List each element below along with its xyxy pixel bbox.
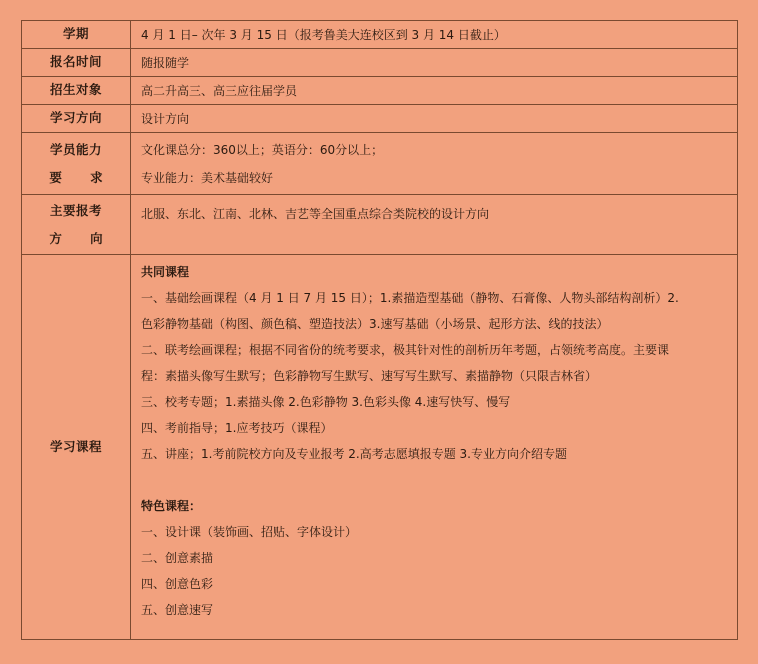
section-spacer	[141, 467, 729, 493]
target-value	[131, 195, 738, 255]
table-row-registration	[22, 49, 738, 77]
ability-label	[22, 133, 131, 195]
common-course-line: 色彩静物基础（构图、颜色稿、塑造技法）3.速写基础（小场景、起形方法、线的技法）	[141, 317, 609, 331]
target-label	[22, 195, 131, 255]
row-label: 招生对象	[22, 77, 131, 105]
common-course-line: 三、校考专题；1.素描头像 2.色彩静物 3.色彩头像 4.速写快写、慢写	[141, 395, 511, 409]
table-row-direction	[22, 105, 738, 133]
target-value-text: 北服、东北、江南、北林、吉艺等全国重点综合类院校的设计方向	[141, 207, 490, 221]
special-course-line: 五、创意速写	[141, 603, 214, 617]
course-info-table	[21, 20, 738, 640]
courses-value	[131, 255, 738, 640]
target-label-line1: 主要报考	[49, 202, 102, 218]
table-row-target-students	[22, 77, 738, 105]
table-row-semester	[22, 21, 738, 49]
row-label: 学期	[22, 21, 131, 49]
courses-label: 学习课程	[22, 255, 131, 640]
ability-line: 专业能力：美术基础较好	[141, 170, 274, 185]
row-label: 学习方向	[22, 105, 131, 133]
special-course-line: 一、设计课（装饰画、招贴、字体设计）	[141, 525, 358, 539]
common-course-line: 程：素描头像写生默写；色彩静物写生默写、速写写生默写、素描静物（只限吉林省）	[141, 369, 598, 383]
target-label-line2: 方 向	[49, 230, 115, 246]
common-course-line: 四、考前指导；1.应考技巧（课程）	[141, 421, 333, 435]
table-row-target-schools	[22, 195, 738, 255]
special-course-line: 四、创意色彩	[141, 577, 214, 591]
row-value: 高二升高三、高三应往届学员	[131, 77, 738, 105]
table-row-courses	[22, 255, 738, 640]
special-courses-heading: 特色课程：	[141, 499, 202, 513]
common-courses-heading: 共同课程	[141, 265, 190, 279]
ability-line: 文化课总分：360以上；英语分：60分以上；	[141, 142, 384, 157]
row-value: 设计方向	[131, 105, 738, 133]
ability-value	[131, 133, 738, 195]
ability-label-line2: 要 求	[49, 169, 115, 185]
ability-label-line1: 学员能力	[49, 141, 102, 157]
table-row-ability	[22, 133, 738, 195]
row-value: 随报随学	[131, 49, 738, 77]
row-value: 4 月 1 日– 次年 3 月 15 日（报考鲁美大连校区到 3 月 14 日截止）	[131, 21, 738, 49]
common-course-line: 一、基础绘画课程（4 月 1 日 7 月 15 日）；1.素描造型基础（静物、石膏像、人物头部结构剖析）2.	[141, 291, 679, 305]
common-course-line: 五、讲座；1.考前院校方向及专业报考 2.高考志愿填报专题 3.专业方向介绍专题	[141, 447, 567, 461]
common-course-line: 二、联考绘画课程；根据不同省份的统考要求，极其针对性的剖析历年考题，占领统考高度。主要课	[141, 343, 670, 357]
special-course-line: 二、创意素描	[141, 551, 214, 565]
row-label: 报名时间	[22, 49, 131, 77]
